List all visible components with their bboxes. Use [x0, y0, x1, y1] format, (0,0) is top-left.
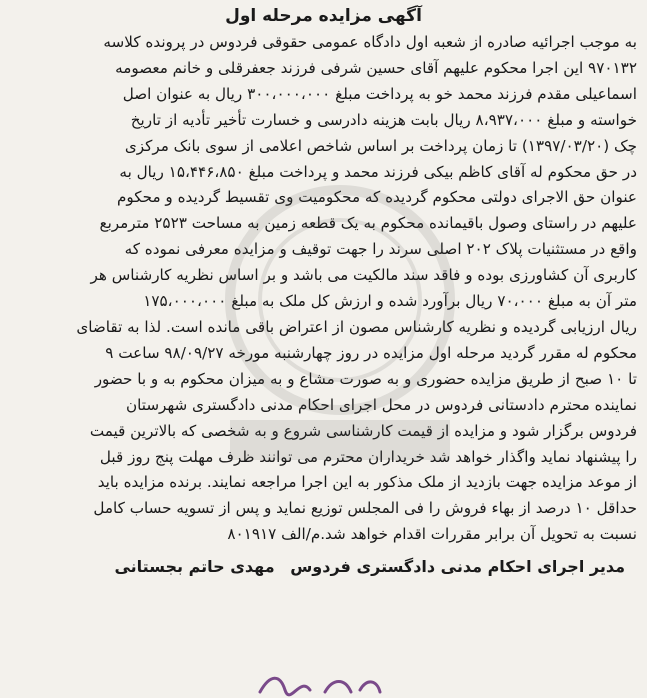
- notice-line: به موجب اجرائیه صادره از شعبه اول دادگاه عمومی حقوقی فردوس در پرونده کلاسه: [103, 33, 637, 51]
- notice-line: در حق محکوم له آقای کاظم بیکی فرزند محمد و پرداخت مبلغ ۱۵،۴۴۶،۸۵۰ ریال به: [119, 162, 637, 181]
- notice-line: نسبت به تحویل آن برابر مقررات اقدام خواهد شد.م/الف ۸۰۱۹۱۷: [227, 525, 637, 544]
- notice-body: [10, 30, 637, 548]
- signature-title: مدیر اجرای احکام مدنی دادگستری فردوس: [290, 557, 625, 577]
- notice-line: محکوم له مقرر گردید مرحله اول مزایده در روز چهارشنبه مورخه ۹۸/۰۹/۲۷ ساعت ۹: [105, 343, 637, 362]
- notice-line: چک (۱۳۹۷/۰۳/۲۰) تا زمان پرداخت بر اساس شاخص اعلامی از سوی بانک مرکزی: [124, 136, 637, 155]
- notice-line: تا ۱۰ صبح از طریق مزایده حضوری و به صورت مشاع و به میزان محکوم به و با حضور: [94, 369, 637, 388]
- notice-line: ریال ارزیابی گردیده و نظریه کارشناس مصون از اعتراض باقی مانده است. لذا به تقاضای: [76, 317, 637, 336]
- notice-line: ۹۷۰۱۳۲ این اجرا محکوم علیهم آقای حسین شرفی فرزند جعفرقلی و خانم معصومه: [115, 58, 637, 77]
- notice-line: از موعد مزایده جهت بازدید از ملک مذکور به این اجرا مراجعه نمایند. برنده مزایده باید: [97, 473, 637, 492]
- notice-title: آگهی مزایده مرحله اول: [225, 6, 422, 26]
- notice-line: نماینده محترم دادستانی فردوس در محل اجرای احکام مدنی دادگستری شهرستان: [125, 395, 637, 414]
- notice-line: را پیشنهاد نماید واگذار خواهد شد خریداران محترم می توانند ظرف مهلت پنج روز قبل: [99, 447, 637, 466]
- handwritten-mark-icon: [255, 670, 385, 698]
- notice-line: فردوس برگزار شود و مزایده از قیمت کارشناسی شروع و به شخصی که بالاترین قیمت: [89, 421, 637, 440]
- notice-line: متر آن به مبلغ ۷۰،۰۰۰ ریال برآورد شده و ارزش کل ملک به مبلغ ۱۷۵،۰۰۰،۰۰۰: [143, 292, 637, 311]
- notice-line: خواسته و مبلغ ۸،۹۳۷،۰۰۰ ریال بابت هزینه دادرسی و خسارت تأخیر تأدیه از تاریخ: [130, 110, 637, 129]
- notice-line: حداقل ۱۰ درصد از بهاء فروش را فی المجلس توزیع نماید و پس از تسویه حساب کامل: [93, 499, 637, 518]
- notice-line: عنوان حق الاجرای دولتی محکوم گردیده که محکومیت وی تقسیط گردیده و محکوم: [117, 188, 637, 207]
- notice-line: کاربری آن کشاورزی بوده و فاقد سند مالکیت می باشد و بر اساس نظریه کارشناس هر: [90, 266, 637, 285]
- notice-line: علیهم در راستای وصول باقیمانده محکوم به یک قطعه زمین به مساحت ۲۵۲۳ مترمربع: [99, 214, 637, 233]
- signature-name: مهدی حاتم بجستانی: [114, 557, 275, 577]
- signature-block: [10, 554, 637, 580]
- notice-line: واقع در مستثنیات پلاک ۲۰۲ اصلی سرند را جهت توقیف و مزایده معرفی نموده که: [124, 240, 637, 259]
- notice-line: اسماعیلی مقدم فرزند محمد خو به پرداخت مبلغ ۳۰۰،۰۰۰،۰۰۰ ریال به عنوان اصل: [122, 84, 637, 103]
